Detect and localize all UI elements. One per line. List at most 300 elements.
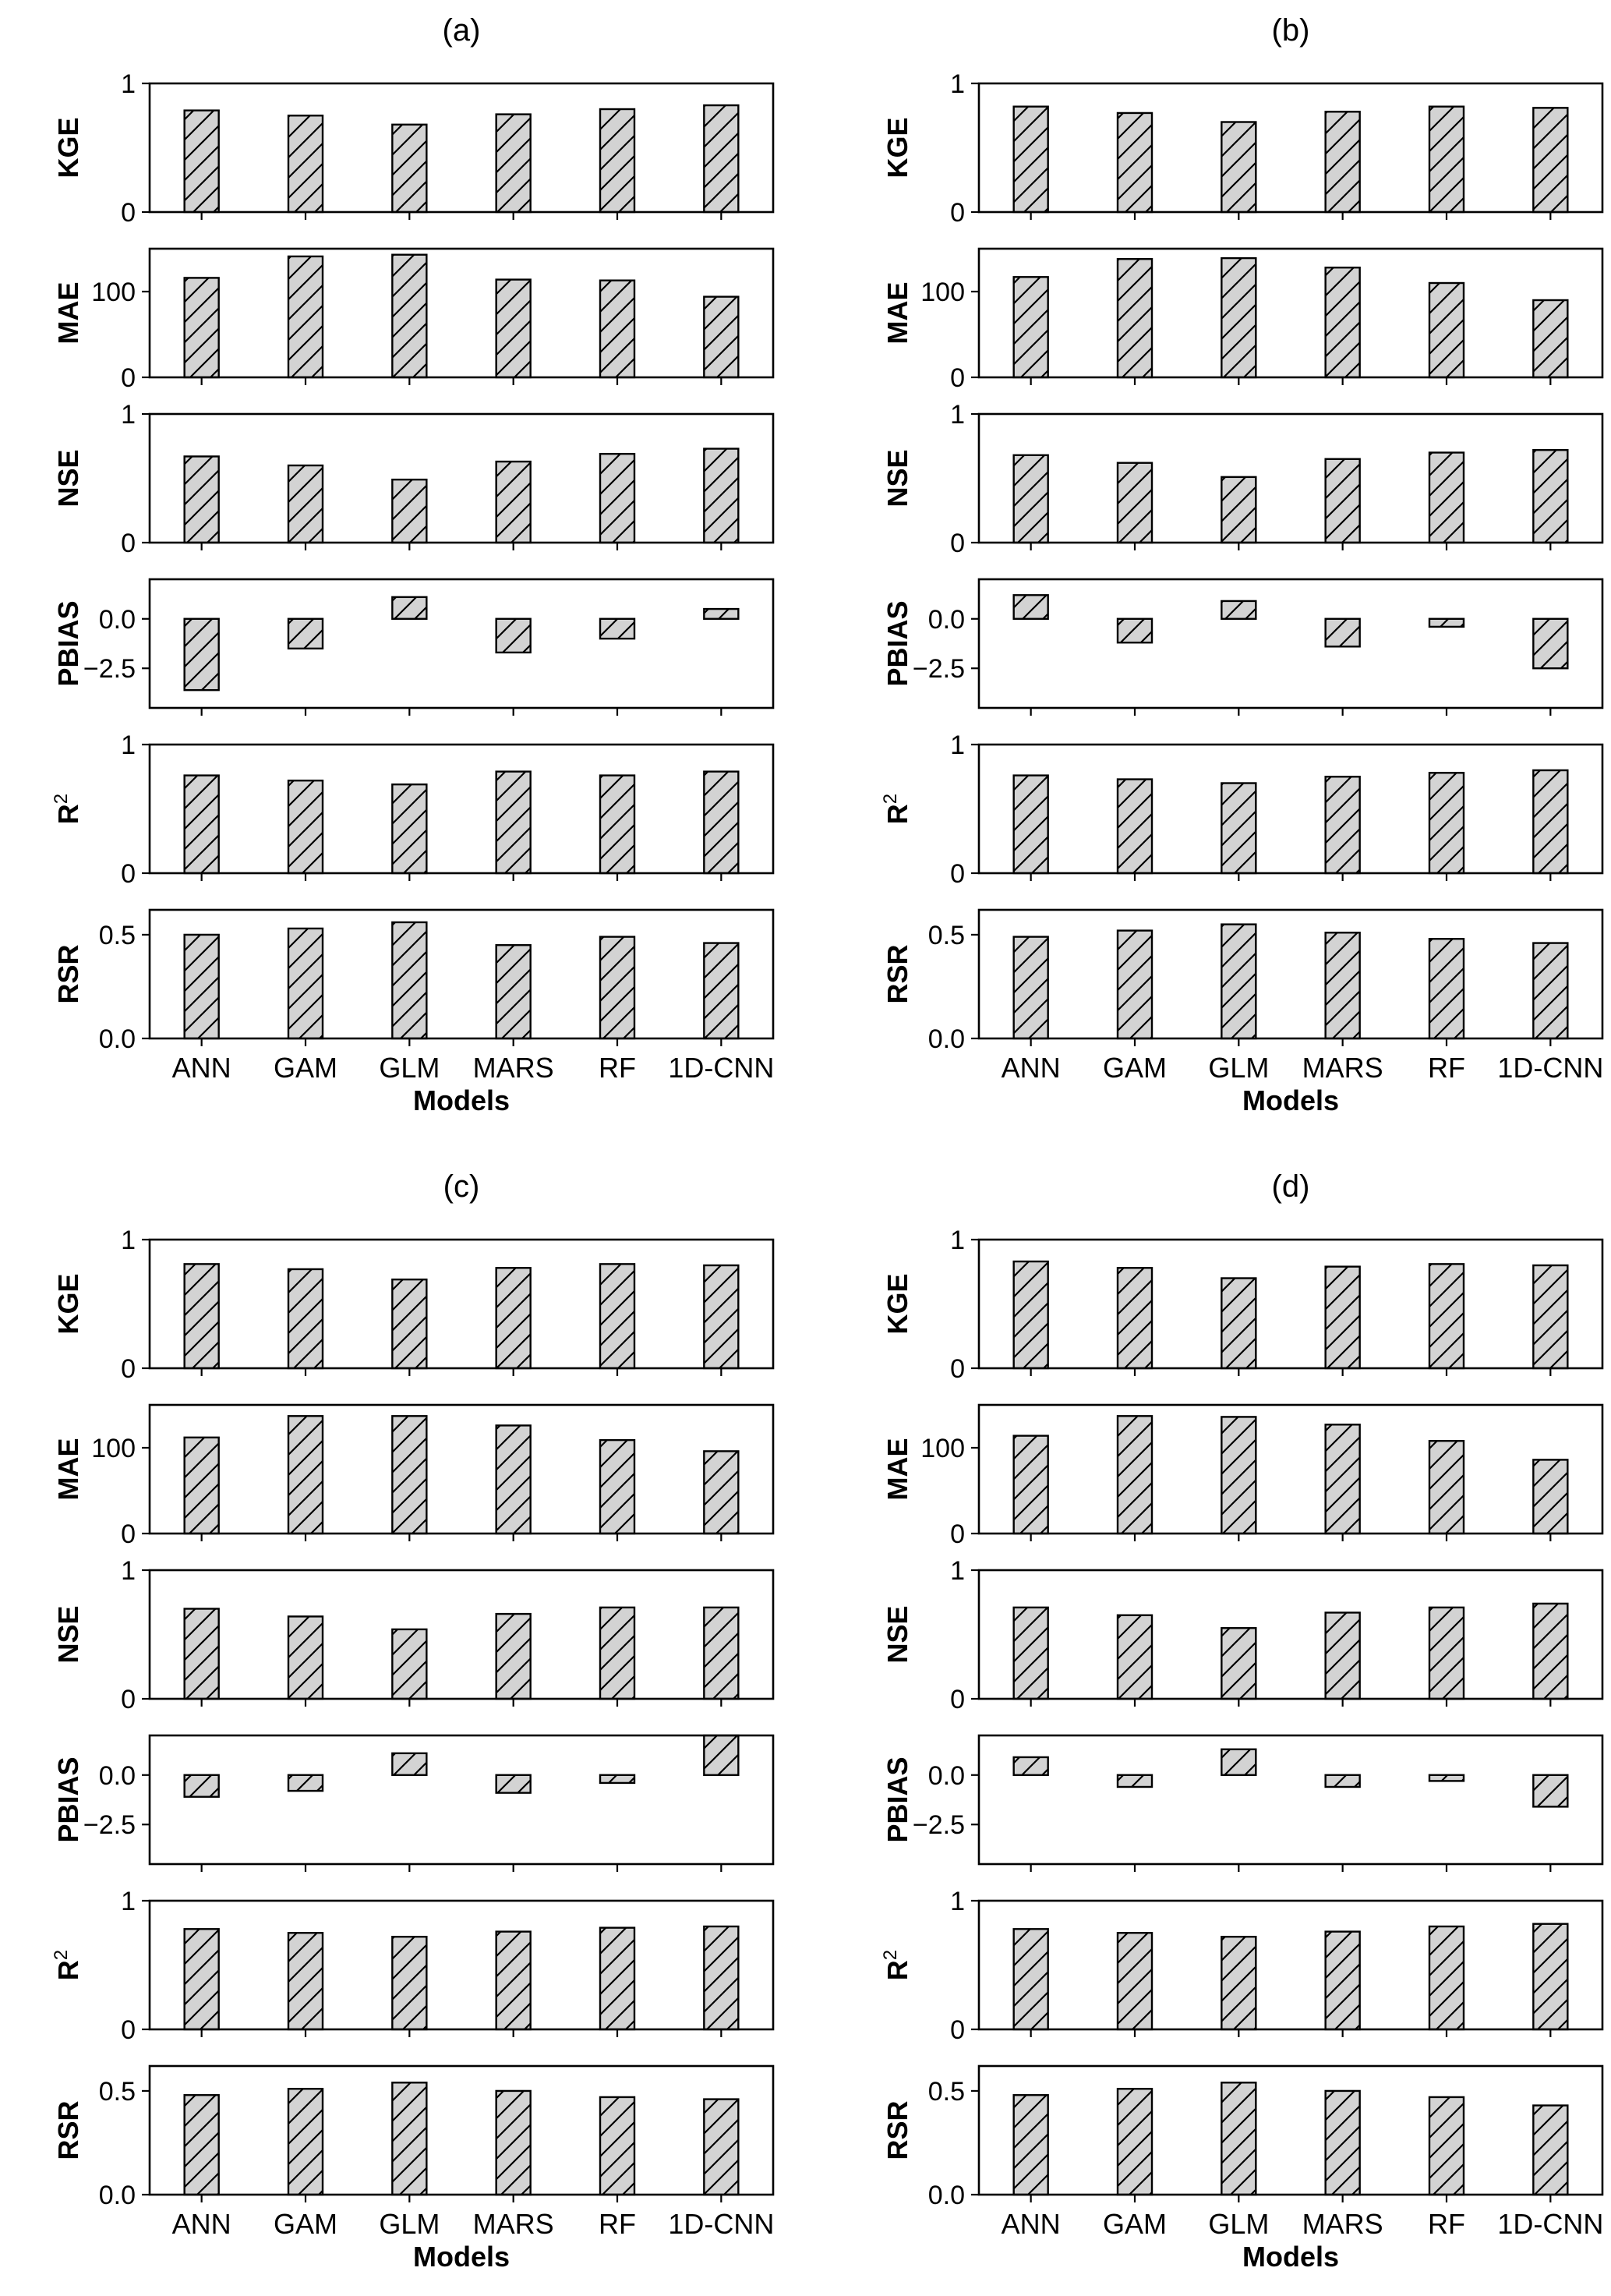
x-tick-label: ANN bbox=[1001, 2208, 1061, 2240]
bar-gam bbox=[288, 619, 323, 649]
bar-1d-cnn bbox=[1533, 1924, 1567, 2029]
subplot-r2 bbox=[880, 731, 1602, 889]
bar-rf bbox=[600, 619, 634, 639]
bar-rf bbox=[600, 1775, 634, 1783]
y-axis-label: KGE bbox=[52, 1273, 84, 1335]
y-tick-label: 1 bbox=[121, 1556, 136, 1586]
bar-1d-cnn bbox=[704, 1735, 738, 1775]
subplot-rsr bbox=[881, 2066, 1603, 2273]
bar-gam bbox=[1118, 1615, 1152, 1699]
y-axis-label: RSR bbox=[52, 2100, 84, 2160]
y-tick-label: 100 bbox=[920, 278, 965, 307]
y-tick-label: 0.0 bbox=[927, 1024, 965, 1054]
subplot-kge bbox=[881, 1226, 1602, 1384]
x-tick-label: GLM bbox=[379, 1052, 440, 1084]
bar-gam bbox=[1118, 931, 1152, 1038]
bar-rf bbox=[1429, 1441, 1464, 1534]
y-tick-label: 0 bbox=[121, 363, 136, 393]
axes-frame bbox=[150, 910, 773, 1038]
y-tick-label: 0.5 bbox=[98, 2076, 136, 2107]
x-tick-label: RF bbox=[1428, 2208, 1465, 2240]
subplot-kge bbox=[881, 69, 1602, 228]
axes-frame bbox=[979, 414, 1602, 543]
y-tick-label: 0.0 bbox=[927, 1760, 965, 1791]
subplot-pbias bbox=[881, 579, 1602, 716]
y-axis-label: $R^2$ bbox=[880, 1949, 913, 1981]
y-tick-label: −2.5 bbox=[912, 1810, 965, 1841]
y-tick-label: 0 bbox=[950, 1519, 965, 1549]
y-tick-label: 1 bbox=[950, 1226, 965, 1255]
bar-mars bbox=[496, 2091, 531, 2195]
bar-rf bbox=[600, 937, 634, 1038]
y-tick-label: 0 bbox=[950, 859, 965, 889]
bar-ann bbox=[1014, 1436, 1048, 1534]
axes-frame bbox=[150, 249, 773, 377]
y-axis-label: MAE bbox=[881, 1438, 913, 1501]
bar-mars bbox=[496, 462, 531, 543]
x-axis-label: Models bbox=[412, 2241, 511, 2273]
bar-glm bbox=[392, 1937, 426, 2029]
bar-gam bbox=[1118, 1933, 1152, 2029]
y-tick-label: 1 bbox=[121, 400, 136, 430]
bar-rf bbox=[600, 1608, 634, 1699]
bar-gam bbox=[288, 780, 323, 873]
y-tick-label: 0 bbox=[121, 859, 136, 889]
panel-title: (d) bbox=[1271, 1169, 1310, 1204]
bar-mars bbox=[496, 619, 531, 653]
bar-1d-cnn bbox=[1533, 2106, 1567, 2195]
axes-frame bbox=[150, 1240, 773, 1368]
bar-ann bbox=[185, 278, 219, 377]
y-axis-label: PBIAS bbox=[881, 600, 913, 687]
y-tick-label: 0.0 bbox=[98, 2181, 136, 2210]
bar-glm bbox=[392, 1416, 426, 1534]
y-axis-label: MAE bbox=[52, 281, 84, 345]
bar-glm bbox=[1221, 1937, 1256, 2029]
y-tick-label: −2.5 bbox=[912, 654, 965, 685]
bar-1d-cnn bbox=[1533, 108, 1567, 212]
y-tick-label: 0.0 bbox=[927, 604, 965, 635]
bar-mars bbox=[496, 945, 531, 1038]
x-axis-label: Models bbox=[1242, 2241, 1340, 2273]
bar-rf bbox=[1429, 453, 1464, 543]
axes-frame bbox=[979, 1405, 1602, 1534]
bar-glm bbox=[392, 255, 426, 377]
bar-rf bbox=[1429, 939, 1464, 1038]
x-tick-label: MARS bbox=[1302, 2208, 1383, 2240]
bar-gam bbox=[288, 1416, 323, 1534]
bar-ann bbox=[185, 776, 219, 873]
x-tick-label: GAM bbox=[273, 1052, 338, 1084]
bar-gam bbox=[1118, 1416, 1152, 1534]
bar-gam bbox=[1118, 1268, 1152, 1368]
y-tick-label: 1 bbox=[121, 1226, 136, 1255]
bar-gam bbox=[288, 1616, 323, 1699]
subplot-rsr bbox=[881, 910, 1603, 1116]
y-tick-label: 1 bbox=[950, 1887, 965, 1916]
x-tick-label: RF bbox=[599, 2208, 636, 2240]
y-axis-label: RSR bbox=[52, 944, 84, 1004]
y-axis-label: KGE bbox=[52, 117, 84, 179]
bar-mars bbox=[1326, 619, 1360, 647]
x-tick-label: GAM bbox=[1102, 1052, 1168, 1084]
y-tick-label: 0.5 bbox=[98, 920, 136, 950]
bar-ann bbox=[185, 1929, 219, 2029]
bar-1d-cnn bbox=[1533, 619, 1567, 668]
x-tick-label: GAM bbox=[1102, 2208, 1168, 2240]
y-axis-label: KGE bbox=[881, 1273, 913, 1335]
bar-glm bbox=[392, 2082, 426, 2195]
panel-b bbox=[880, 13, 1603, 1116]
bar-gam bbox=[288, 1775, 323, 1791]
bar-rf bbox=[600, 454, 634, 543]
y-tick-label: 0.0 bbox=[927, 2181, 965, 2210]
bar-ann bbox=[185, 1609, 219, 1700]
bar-glm bbox=[1221, 601, 1256, 619]
bar-mars bbox=[496, 1775, 531, 1793]
bar-rf bbox=[600, 1928, 634, 2029]
axes-frame bbox=[979, 1240, 1602, 1368]
x-tick-label: GLM bbox=[1208, 1052, 1270, 1084]
bar-glm bbox=[392, 1279, 426, 1368]
x-tick-label: GLM bbox=[1208, 2208, 1270, 2240]
bar-rf bbox=[600, 1264, 634, 1368]
x-tick-label: GAM bbox=[273, 2208, 338, 2240]
subplot-nse bbox=[881, 1556, 1602, 1714]
bar-1d-cnn bbox=[704, 1265, 738, 1368]
bar-glm bbox=[1221, 2082, 1256, 2195]
bar-glm bbox=[392, 922, 426, 1038]
bar-1d-cnn bbox=[704, 1451, 738, 1534]
axes-frame bbox=[979, 83, 1602, 212]
bar-mars bbox=[1326, 267, 1360, 377]
bar-1d-cnn bbox=[1533, 1459, 1567, 1534]
axes-frame bbox=[979, 910, 1602, 1038]
x-tick-label: 1D-CNN bbox=[668, 2208, 775, 2240]
y-tick-label: 0.0 bbox=[98, 1760, 136, 1791]
bar-mars bbox=[1326, 1775, 1360, 1787]
x-tick-label: 1D-CNN bbox=[1497, 2208, 1604, 2240]
bar-ann bbox=[185, 935, 219, 1038]
bar-ann bbox=[1014, 1757, 1048, 1775]
bar-ann bbox=[185, 619, 219, 690]
bar-glm bbox=[392, 597, 426, 619]
axes-frame bbox=[150, 1901, 773, 2029]
bar-ann bbox=[185, 111, 219, 212]
bar-1d-cnn bbox=[704, 943, 738, 1038]
bar-ann bbox=[185, 456, 219, 543]
bar-mars bbox=[1326, 459, 1360, 543]
y-axis-label: PBIAS bbox=[52, 1756, 84, 1843]
bar-gam bbox=[288, 2089, 323, 2195]
bar-ann bbox=[1014, 277, 1048, 377]
bar-rf bbox=[1429, 1775, 1464, 1781]
x-tick-label: MARS bbox=[1302, 1052, 1383, 1084]
y-axis-label: KGE bbox=[881, 117, 913, 179]
bar-gam bbox=[288, 465, 323, 543]
bar-ann bbox=[1014, 776, 1048, 873]
y-tick-label: −2.5 bbox=[83, 654, 136, 685]
bar-gam bbox=[1118, 463, 1152, 543]
y-tick-label: 0 bbox=[121, 1354, 136, 1384]
x-tick-label: 1D-CNN bbox=[668, 1052, 775, 1084]
y-tick-label: 0.0 bbox=[98, 1024, 136, 1054]
panel-title: (b) bbox=[1271, 13, 1310, 48]
bar-mars bbox=[1326, 1424, 1360, 1534]
bar-1d-cnn bbox=[1533, 450, 1567, 543]
y-tick-label: 0.5 bbox=[927, 920, 965, 950]
bar-mars bbox=[1326, 2091, 1360, 2195]
subplot-pbias bbox=[52, 1735, 773, 1872]
x-tick-label: ANN bbox=[171, 1052, 231, 1084]
bar-ann bbox=[185, 1775, 219, 1797]
axes-frame bbox=[979, 1735, 1602, 1864]
bar-ann bbox=[1014, 937, 1048, 1038]
bar-rf bbox=[600, 2097, 634, 2195]
bar-mars bbox=[1326, 111, 1360, 212]
bar-ann bbox=[1014, 595, 1048, 618]
bar-rf bbox=[600, 776, 634, 873]
bar-mars bbox=[1326, 932, 1360, 1038]
bar-rf bbox=[1429, 2097, 1464, 2195]
bar-ann bbox=[1014, 1608, 1048, 1699]
y-axis-label: $R^2$ bbox=[880, 793, 913, 825]
bar-gam bbox=[1118, 780, 1152, 873]
y-tick-label: 100 bbox=[91, 1434, 136, 1463]
panel-d bbox=[880, 1169, 1603, 2273]
bar-ann bbox=[1014, 1929, 1048, 2029]
bar-ann bbox=[185, 1264, 219, 1368]
subplot-mae bbox=[881, 249, 1602, 393]
axes-frame bbox=[979, 249, 1602, 377]
panel-c bbox=[51, 1169, 774, 2273]
y-tick-label: 0 bbox=[950, 363, 965, 393]
bar-gam bbox=[288, 1933, 323, 2029]
y-tick-label: 1 bbox=[950, 69, 965, 99]
y-axis-label: RSR bbox=[881, 944, 913, 1004]
bar-glm bbox=[1221, 477, 1256, 543]
y-tick-label: −2.5 bbox=[83, 1810, 136, 1841]
bar-1d-cnn bbox=[1533, 1775, 1567, 1807]
axes-frame bbox=[979, 1901, 1602, 2029]
y-tick-label: 0 bbox=[950, 2015, 965, 2045]
y-tick-label: 1 bbox=[950, 400, 965, 430]
y-axis-label: $R^2$ bbox=[51, 1949, 84, 1981]
bar-mars bbox=[496, 1268, 531, 1368]
bar-gam bbox=[288, 929, 323, 1038]
y-axis-label: PBIAS bbox=[881, 1756, 913, 1843]
bar-gam bbox=[1118, 619, 1152, 642]
y-axis-label: NSE bbox=[881, 1605, 913, 1664]
y-tick-label: 100 bbox=[91, 278, 136, 307]
axes-frame bbox=[979, 1570, 1602, 1699]
axes-frame bbox=[979, 745, 1602, 873]
bar-gam bbox=[288, 256, 323, 377]
bar-1d-cnn bbox=[704, 1926, 738, 2029]
subplot-mae bbox=[52, 249, 773, 393]
subplot-r2 bbox=[880, 1887, 1602, 2045]
y-tick-label: 1 bbox=[950, 731, 965, 760]
bar-mars bbox=[496, 1425, 531, 1534]
y-tick-label: 1 bbox=[121, 69, 136, 99]
y-tick-label: 0 bbox=[121, 1519, 136, 1549]
subplot-pbias bbox=[52, 579, 773, 716]
x-tick-label: MARS bbox=[472, 2208, 554, 2240]
bar-ann bbox=[1014, 2095, 1048, 2195]
bar-mars bbox=[496, 772, 531, 873]
bar-glm bbox=[1221, 1749, 1256, 1775]
y-tick-label: 0 bbox=[121, 198, 136, 228]
bar-glm bbox=[1221, 258, 1256, 377]
x-tick-label: RF bbox=[599, 1052, 636, 1084]
x-axis-label: Models bbox=[412, 1084, 511, 1116]
panel-a bbox=[51, 13, 774, 1116]
y-tick-label: 1 bbox=[121, 731, 136, 760]
bar-1d-cnn bbox=[704, 449, 738, 543]
bar-ann bbox=[1014, 107, 1048, 212]
bar-rf bbox=[1429, 619, 1464, 627]
bar-glm bbox=[392, 1629, 426, 1699]
bar-1d-cnn bbox=[704, 2100, 738, 2195]
x-tick-label: MARS bbox=[472, 1052, 554, 1084]
bar-gam bbox=[1118, 2089, 1152, 2195]
subplot-r2 bbox=[51, 1887, 773, 2045]
y-tick-label: 0 bbox=[950, 198, 965, 228]
y-tick-label: 0 bbox=[950, 1354, 965, 1384]
y-tick-label: 0 bbox=[121, 1685, 136, 1714]
bar-mars bbox=[496, 115, 531, 212]
bar-1d-cnn bbox=[1533, 1604, 1567, 1699]
bar-1d-cnn bbox=[1533, 943, 1567, 1038]
subplot-mae bbox=[881, 1405, 1602, 1549]
bar-mars bbox=[1326, 1612, 1360, 1699]
y-tick-label: 1 bbox=[121, 1887, 136, 1916]
bar-ann bbox=[185, 2095, 219, 2195]
bar-rf bbox=[1429, 1926, 1464, 2029]
bar-mars bbox=[496, 280, 531, 377]
subplot-kge bbox=[52, 69, 773, 228]
axes-frame bbox=[150, 579, 773, 708]
bar-glm bbox=[1221, 1417, 1256, 1534]
bar-rf bbox=[600, 1440, 634, 1534]
bar-1d-cnn bbox=[704, 772, 738, 873]
bar-ann bbox=[1014, 1261, 1048, 1368]
bar-rf bbox=[1429, 1608, 1464, 1699]
bar-gam bbox=[1118, 1775, 1152, 1787]
y-tick-label: 0 bbox=[950, 529, 965, 558]
x-axis-label: Models bbox=[1242, 1084, 1340, 1116]
bar-1d-cnn bbox=[1533, 1265, 1567, 1368]
bar-gam bbox=[288, 1269, 323, 1368]
axes-frame bbox=[150, 1735, 773, 1864]
bar-mars bbox=[1326, 777, 1360, 873]
bar-glm bbox=[392, 479, 426, 543]
subplot-kge bbox=[52, 1226, 773, 1384]
bar-glm bbox=[1221, 925, 1256, 1038]
axes-frame bbox=[150, 2066, 773, 2195]
y-axis-label: PBIAS bbox=[52, 600, 84, 687]
bar-1d-cnn bbox=[1533, 300, 1567, 377]
bar-glm bbox=[1221, 1279, 1256, 1369]
bar-ann bbox=[1014, 455, 1048, 543]
y-axis-label: NSE bbox=[881, 449, 913, 508]
subplot-r2 bbox=[51, 731, 773, 889]
bar-1d-cnn bbox=[704, 297, 738, 377]
subplot-rsr bbox=[52, 2066, 774, 2273]
bar-mars bbox=[496, 1932, 531, 2029]
y-axis-label: RSR bbox=[881, 2100, 913, 2160]
axes-frame bbox=[979, 579, 1602, 708]
bar-mars bbox=[496, 1614, 531, 1699]
subplot-nse bbox=[52, 400, 773, 558]
axes-frame bbox=[150, 1405, 773, 1534]
x-tick-label: ANN bbox=[1001, 1052, 1061, 1084]
subplot-rsr bbox=[52, 910, 774, 1116]
bar-1d-cnn bbox=[1533, 770, 1567, 873]
x-tick-label: 1D-CNN bbox=[1497, 1052, 1604, 1084]
bar-rf bbox=[1429, 283, 1464, 377]
bar-glm bbox=[392, 1753, 426, 1775]
bar-gam bbox=[1118, 113, 1152, 212]
bar-gam bbox=[288, 115, 323, 212]
bar-1d-cnn bbox=[704, 1608, 738, 1699]
bar-rf bbox=[600, 281, 634, 377]
axes-frame bbox=[150, 1570, 773, 1699]
bar-glm bbox=[392, 784, 426, 873]
bar-mars bbox=[1326, 1932, 1360, 2029]
bar-rf bbox=[1429, 773, 1464, 873]
bar-ann bbox=[185, 1438, 219, 1534]
bar-1d-cnn bbox=[704, 105, 738, 212]
subplot-mae bbox=[52, 1405, 773, 1549]
y-tick-label: 0.5 bbox=[927, 2076, 965, 2107]
x-tick-label: GLM bbox=[379, 2208, 440, 2240]
panel-title: (a) bbox=[442, 13, 481, 48]
bar-rf bbox=[1429, 107, 1464, 212]
x-tick-label: RF bbox=[1428, 1052, 1465, 1084]
axes-frame bbox=[150, 83, 773, 212]
y-tick-label: 1 bbox=[950, 1556, 965, 1586]
bar-rf bbox=[1429, 1264, 1464, 1368]
bar-glm bbox=[1221, 784, 1256, 874]
y-axis-label: MAE bbox=[881, 281, 913, 345]
y-tick-label: 0 bbox=[950, 1685, 965, 1714]
y-axis-label: MAE bbox=[52, 1438, 84, 1501]
y-tick-label: 100 bbox=[920, 1434, 965, 1463]
x-tick-label: ANN bbox=[171, 2208, 231, 2240]
bar-glm bbox=[1221, 1628, 1256, 1699]
y-axis-label: NSE bbox=[52, 1605, 84, 1664]
y-axis-label: $R^2$ bbox=[51, 793, 84, 825]
bar-glm bbox=[392, 125, 426, 212]
bar-gam bbox=[1118, 259, 1152, 377]
axes-frame bbox=[150, 745, 773, 873]
subplot-nse bbox=[881, 400, 1602, 558]
y-tick-label: 0 bbox=[121, 529, 136, 558]
subplot-pbias bbox=[881, 1735, 1602, 1872]
axes-frame bbox=[150, 414, 773, 543]
panel-title: (c) bbox=[443, 1169, 480, 1204]
bar-1d-cnn bbox=[704, 609, 738, 619]
y-tick-label: 0 bbox=[121, 2015, 136, 2045]
subplot-nse bbox=[52, 1556, 773, 1714]
bar-rf bbox=[600, 109, 634, 212]
y-tick-label: 0.0 bbox=[98, 604, 136, 635]
y-axis-label: NSE bbox=[52, 449, 84, 508]
bar-glm bbox=[1221, 122, 1256, 213]
bar-mars bbox=[1326, 1267, 1360, 1368]
axes-frame bbox=[979, 2066, 1602, 2195]
